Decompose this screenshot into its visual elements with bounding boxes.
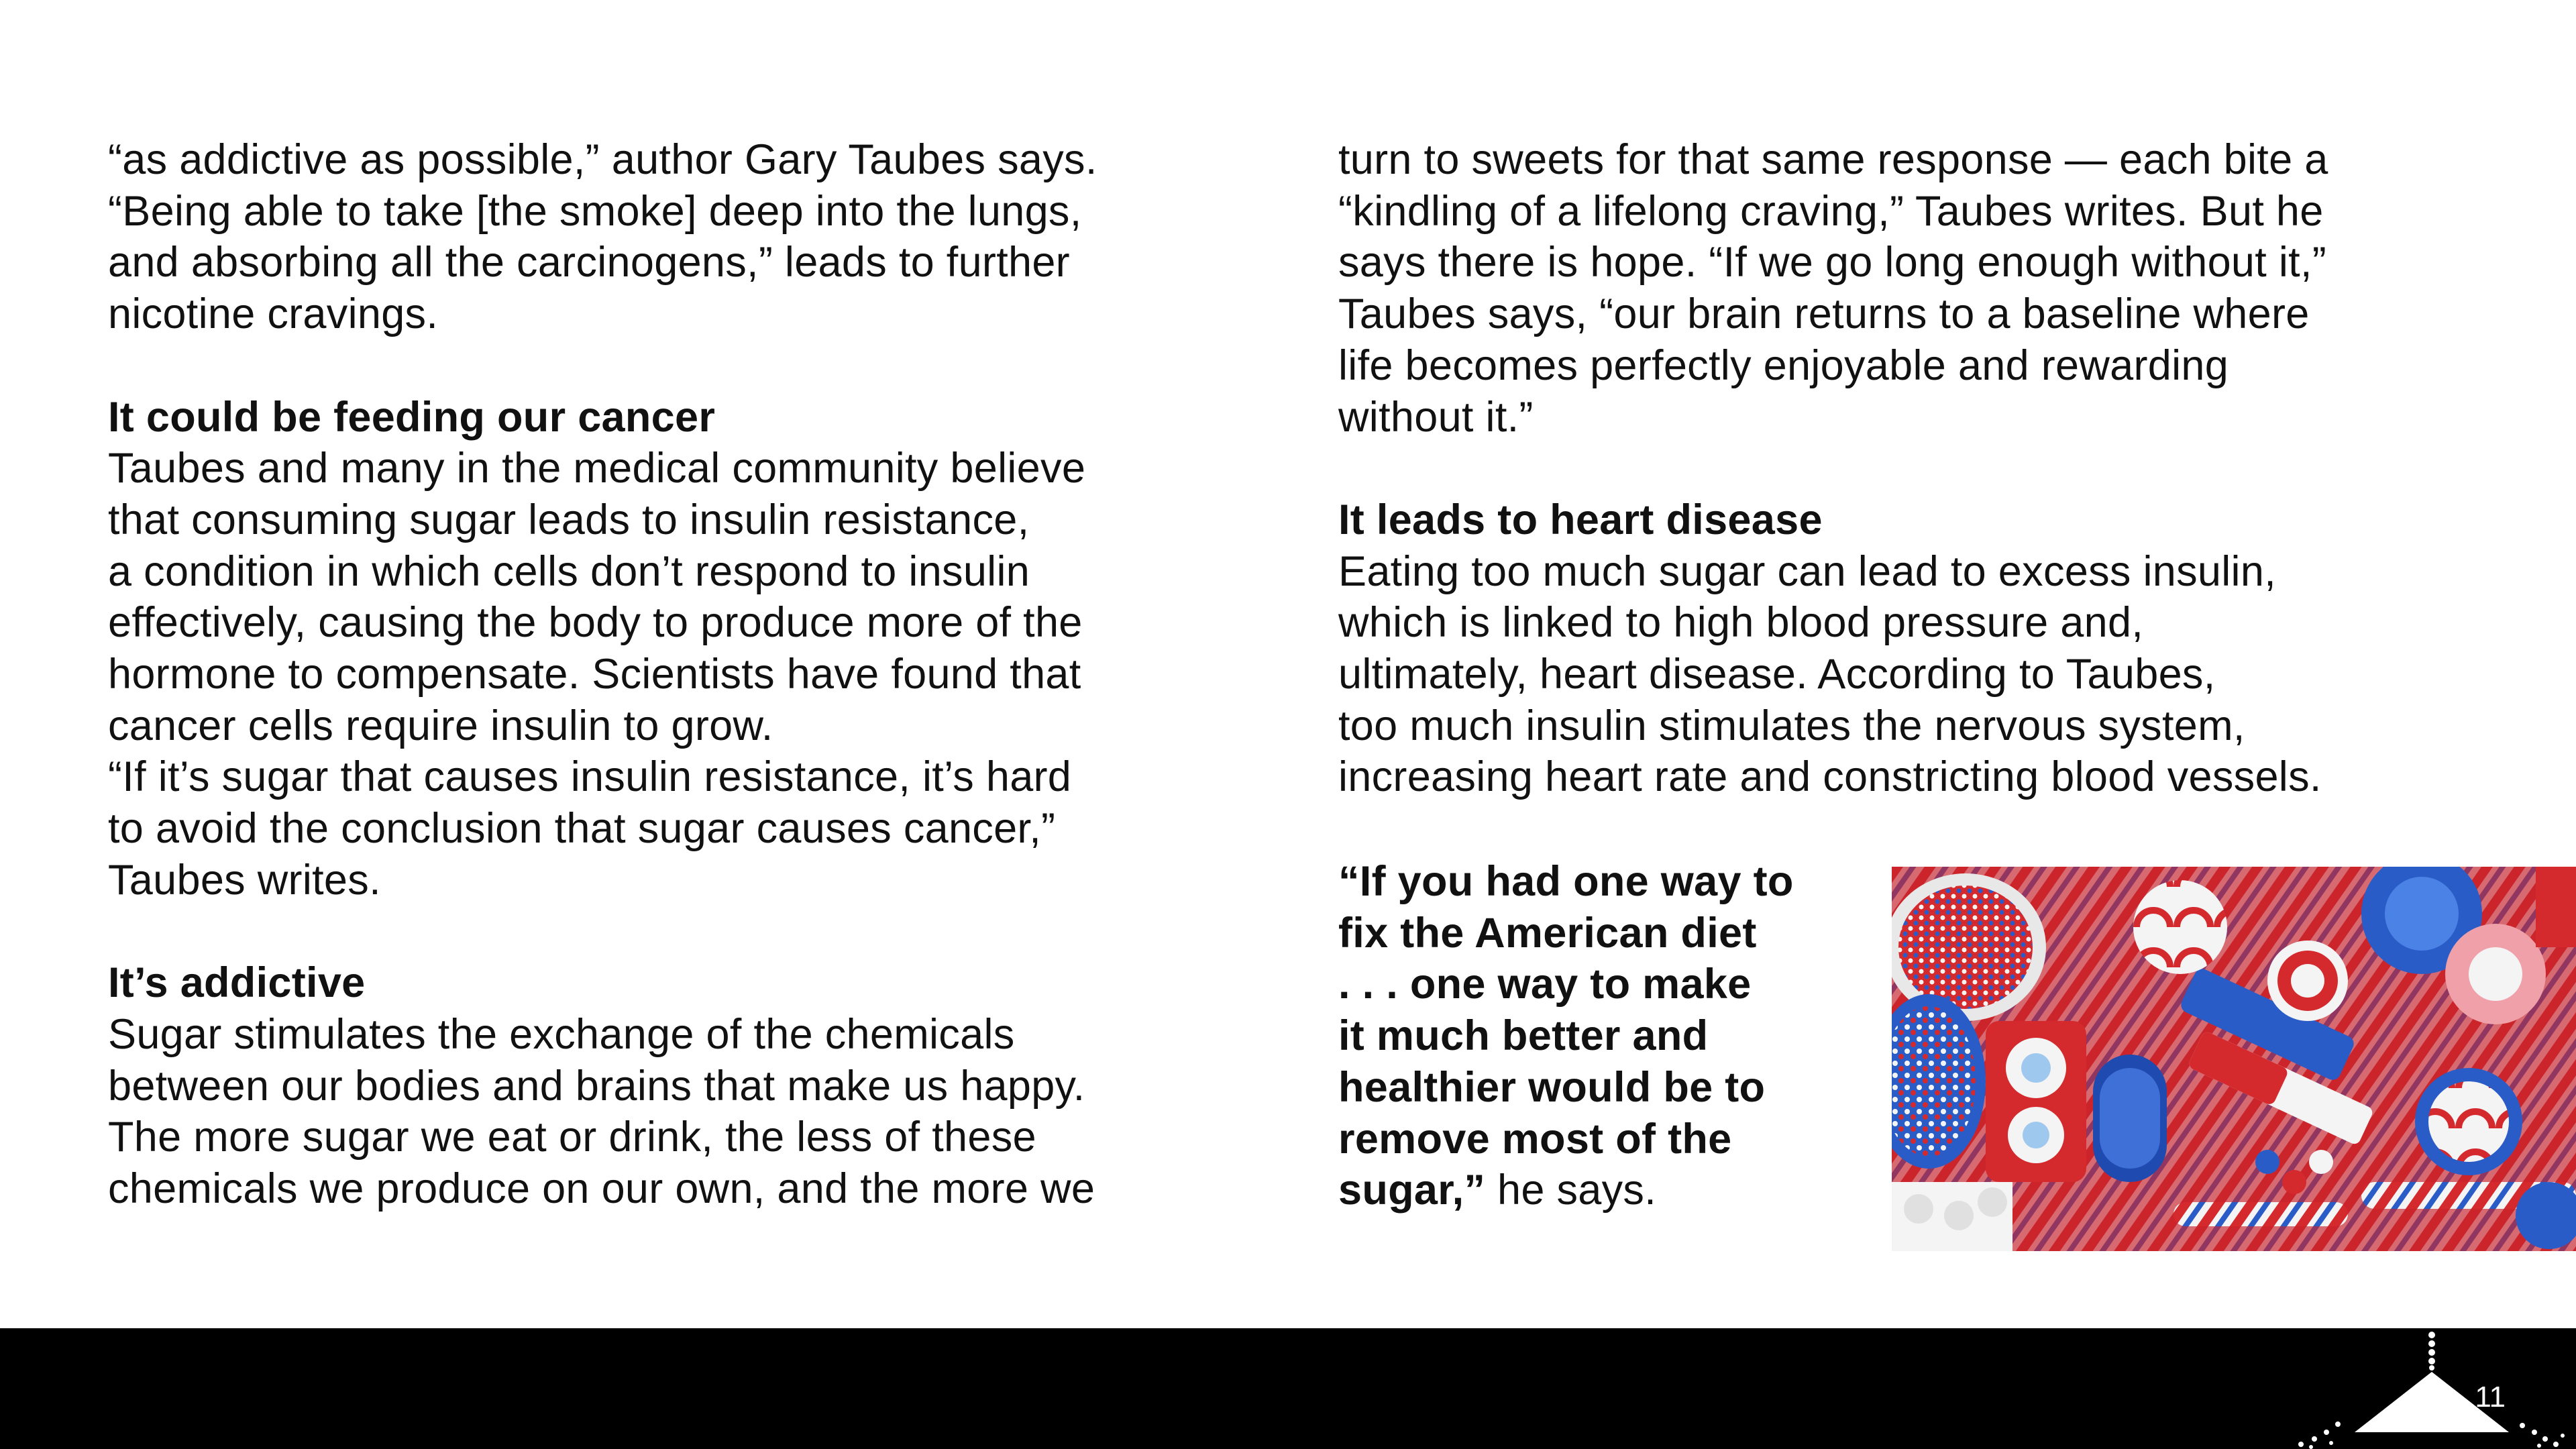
- body-line: increasing heart rate and constricting blood vessels.: [1338, 753, 2322, 801]
- pull-quote-attribution: he says.: [1485, 1167, 1657, 1214]
- pull-quote-last-bold: sugar,”: [1338, 1167, 1486, 1214]
- candy-photo: [1892, 867, 2576, 1251]
- body-line: Taubes writes.: [108, 856, 381, 904]
- pull-quote: [1338, 856, 1895, 1216]
- dotted-triangle-icon: [2254, 1325, 2576, 1449]
- body-line: too much insulin stimulates the nervous system,: [1338, 702, 2245, 749]
- intro-line: and absorbing all the carcinogens,” leads to further: [108, 239, 1070, 286]
- body-line: “kindling of a lifelong craving,” Taubes writes. But he: [1338, 187, 2324, 235]
- body-line: hormone to compensate. Scientists have found that: [108, 651, 1081, 698]
- body-line: which is linked to high blood pressure and,: [1338, 599, 2144, 647]
- section-heading-cancer: It could be feeding our cancer: [108, 393, 716, 441]
- pull-quote-line: healthier would be to: [1338, 1063, 1766, 1111]
- body-line: that consuming sugar leads to insulin resistance,: [108, 496, 1030, 543]
- body-line: says there is hope. “If we go long enough without it,”: [1338, 239, 2327, 286]
- pull-quote-line: . . . one way to make: [1338, 961, 1752, 1008]
- body-line: to avoid the conclusion that sugar causes cancer,”: [108, 805, 1056, 853]
- section-heading-heart: It leads to heart disease: [1338, 496, 1823, 543]
- pull-quote-line: fix the American diet: [1338, 909, 1757, 957]
- pull-quote-line: remove most of the: [1338, 1115, 1732, 1163]
- pull-quote-line: it much better and: [1338, 1012, 1709, 1060]
- body-line: ultimately, heart disease. According to Taubes,: [1338, 651, 2216, 698]
- body-line: Taubes says, “our brain returns to a baseline where: [1338, 290, 2310, 338]
- intro-line: nicotine cravings.: [108, 290, 439, 338]
- footer-bar: [0, 1328, 2576, 1449]
- body-line: “If it’s sugar that causes insulin resistance, it’s hard: [108, 753, 1072, 801]
- body-line: life becomes perfectly enjoyable and rewarding: [1338, 341, 2229, 389]
- body-line: without it.”: [1338, 393, 1534, 441]
- body-line: Eating too much sugar can lead to excess insulin,: [1338, 547, 2276, 595]
- body-line: chemicals we produce on our own, and the more we: [108, 1165, 1095, 1213]
- body-line: effectively, causing the body to produce more of the: [108, 599, 1083, 647]
- body-line: cancer cells require insulin to grow.: [108, 702, 773, 749]
- body-line: between our bodies and brains that make us happy.: [108, 1062, 1085, 1110]
- left-column: [108, 134, 1282, 1215]
- body-line: Taubes and many in the medical community believe: [108, 445, 1086, 492]
- page-number: 11: [2475, 1381, 2506, 1413]
- body-line: a condition in which cells don’t respond to insulin: [108, 547, 1030, 595]
- intro-line: “as addictive as possible,” author Gary Taubes says.: [108, 136, 1097, 183]
- pull-quote-line: “If you had one way to: [1338, 858, 1794, 905]
- body-line: turn to sweets for that same response — each bite a: [1338, 136, 2328, 183]
- body-line: Sugar stimulates the exchange of the chemicals: [108, 1010, 1015, 1058]
- body-line: The more sugar we eat or drink, the less of these: [108, 1114, 1036, 1161]
- right-column: [1338, 134, 2546, 803]
- intro-line: “Being able to take [the smoke] deep into the lungs,: [108, 187, 1082, 235]
- pull-quote-last-line: [1338, 1165, 1895, 1216]
- section-heading-addictive: It’s addictive: [108, 959, 366, 1007]
